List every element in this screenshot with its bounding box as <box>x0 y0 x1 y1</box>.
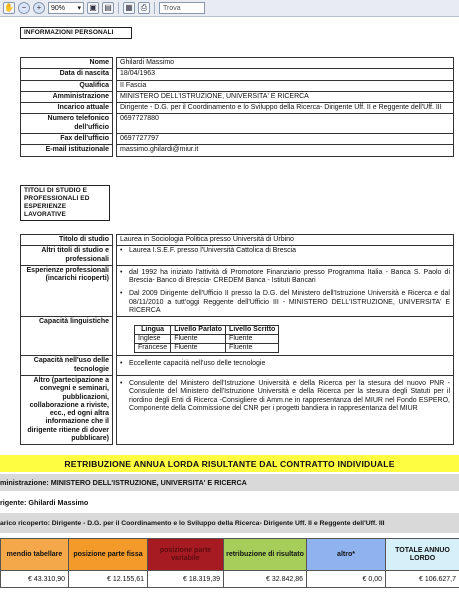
lingue-cell <box>117 317 454 356</box>
section-header-personal <box>20 27 132 39</box>
save-icon[interactable]: ▦ <box>123 2 135 14</box>
personal-value: 0697727880 <box>117 114 454 134</box>
esperienze-cell <box>117 265 454 316</box>
amministrazione-row <box>0 474 459 491</box>
altri-titoli-cell <box>117 246 454 266</box>
personal-label: Qualifica <box>21 80 113 91</box>
personal-info-table <box>20 57 454 157</box>
chevron-down-icon: ▾ <box>77 5 81 12</box>
languages-table <box>134 325 279 353</box>
section-header-text: TITOLI DI STUDIO E PROFESSIONALI ED ESPERIENZE LAVORATIVE <box>24 187 90 218</box>
titolo-value: Laurea in Sociologia Politica presso Università di Urbino <box>117 235 454 246</box>
altri-titoli-label: Altri titoli di studio e professionali <box>21 246 113 266</box>
zoom-select[interactable] <box>48 2 84 14</box>
language-cell: Fluente <box>171 344 226 353</box>
row-esperienze <box>21 265 454 316</box>
hand-tool-icon[interactable]: ✋ <box>4 3 14 12</box>
bullet-icon: • <box>120 379 123 387</box>
personal-value: 18/04/1963 <box>117 69 454 80</box>
bullet-icon: • <box>120 268 123 276</box>
personal-value: MINISTERO DELL'ISTRUZIONE, UNIVERSITA' E RICERCA <box>117 91 454 102</box>
compensation-table <box>0 538 459 588</box>
esperienze-item-2: Dal 2009 Dirigente dell'Ufficio II presso la D.G. del Ministero dell'Istruzione Università e Ricerca e dal 08/11/2010 a tutt'oggi Reggente dell'Ufficio III - MINISTERO DELL'ISTRUZIONE, UNIVERSITA' E RICERCA <box>129 290 450 315</box>
toolbar-divider <box>154 2 155 14</box>
personal-label: Data di nascita <box>21 69 113 80</box>
bullet-icon: • <box>120 290 123 298</box>
dirigente-row <box>0 494 459 510</box>
personal-row <box>21 145 454 156</box>
incarico-row <box>0 513 459 533</box>
zoom-in-icon[interactable]: + <box>33 2 45 14</box>
language-cell: Fluente <box>171 335 226 344</box>
altro-cell <box>117 375 454 444</box>
fit-page-icon[interactable]: ▣ <box>87 2 99 14</box>
language-header: Lingua <box>135 326 171 335</box>
language-cell: Fluente <box>226 344 279 353</box>
personal-row <box>21 103 454 114</box>
personal-row <box>21 134 454 145</box>
dirigente-text: rigente: Ghilardi Massimo <box>0 497 89 507</box>
compensation-value: € 106.627,7 <box>386 571 459 588</box>
find-input[interactable] <box>159 2 205 14</box>
compensation-header: altro* <box>307 539 386 571</box>
compensation-value: € 18.319,39 <box>148 571 224 588</box>
personal-value: 0697727797 <box>117 134 454 145</box>
compensation-header: retribuzione di risultato <box>224 539 307 571</box>
personal-row <box>21 58 454 69</box>
compensation-value: € 0,00 <box>307 571 386 588</box>
personal-label: Numero telefonico dell'ufficio <box>21 114 113 134</box>
retribuzione-title <box>0 455 459 472</box>
compensation-header: posizione parte fissa <box>69 539 148 571</box>
language-header: Livello Scritto <box>226 326 279 335</box>
personal-value: II Fascia <box>117 80 454 91</box>
zoom-value: 90% <box>51 4 66 12</box>
language-cell: Inglese <box>135 335 171 344</box>
fit-width-icon[interactable]: ▤ <box>102 2 114 14</box>
retribuzione-title-text: RETRIBUZIONE ANNUA LORDA RISULTANTE DAL CONTRATTO INDIVIDUALE <box>64 458 395 469</box>
personal-row <box>21 80 454 91</box>
personal-label: Fax dell'ufficio <box>21 134 113 145</box>
personal-value: massimo.ghilardi@miur.it <box>117 145 454 156</box>
lingue-label: Capacità linguistiche <box>21 317 113 356</box>
row-lingue <box>21 317 454 356</box>
zoom-out-icon[interactable]: − <box>18 2 30 14</box>
row-tecnologie <box>21 356 454 376</box>
personal-label: Amministrazione <box>21 91 113 102</box>
compensation-header: posizione parte variabile <box>148 539 224 571</box>
titolo-label: Titolo di studio <box>21 235 113 246</box>
personal-value: Dirigente - D.G. per il Coordinamento e lo Sviluppo della Ricerca- Dirigente Uff. II e Reggente dell'Uff. III <box>117 103 454 114</box>
print-icon[interactable]: ⎙ <box>138 2 150 14</box>
incarico-text: arico ricoperto: Dirigente - D.G. per il Coordinamento e lo Sviluppo della Ricerca- Dirigente Uff. II e Reggente dell'Uff. III <box>0 519 385 527</box>
row-titolo <box>21 235 454 246</box>
esperienze-item-1: dal 1992 ha iniziato l'attività di Promotore Finanziario presso Programma Italia - Banca S. Paolo di Brescia- Banco di Brescia- CREDEM Banca - Istituti Bancari <box>129 268 450 285</box>
personal-row <box>21 69 454 80</box>
bullet-icon: • <box>120 247 123 255</box>
personal-row <box>21 91 454 102</box>
personal-label: E-mail istituzionale <box>21 145 113 156</box>
language-row <box>135 344 279 353</box>
toolbar-divider <box>118 2 119 14</box>
compensation-value: € 43.310,90 <box>1 571 69 588</box>
compensation-value: € 12.155,61 <box>69 571 148 588</box>
tecnologie-cell <box>117 356 454 376</box>
viewer-toolbar <box>0 0 459 17</box>
personal-label: Nome <box>21 58 113 69</box>
language-cell: Fluente <box>226 335 279 344</box>
bullet-icon: • <box>120 360 123 368</box>
find-placeholder: Trova <box>163 4 181 12</box>
personal-row <box>21 114 454 134</box>
amministrazione-text: ministrazione: MINISTERO DELL'ISTRUZIONE, UNIVERSITA' E RICERCA <box>0 478 247 487</box>
row-altro <box>21 375 454 444</box>
personal-label: Incarico attuale <box>21 103 113 114</box>
tecnologie-label: Capacità nell'uso delle tecnologie <box>21 356 113 376</box>
language-cell: Francese <box>135 344 171 353</box>
personal-value: Ghilardi Massimo <box>117 58 454 69</box>
compensation-value: € 32.842,86 <box>224 571 307 588</box>
studies-table <box>20 234 454 445</box>
language-row <box>135 335 279 344</box>
row-altri-titoli <box>21 246 454 266</box>
altri-titoli-value: Laurea I.S.E.F. presso l'Università Cattolica di Brescia <box>129 247 297 255</box>
altro-value: Consulente del Ministero dell'Istruzione Università e della Ricerca per la stesura del nuovo PNR - Consulente del Ministero dell'Istruzione Università e della Ricerca per la stesura degli Statuti per il riordino degli Enti di Ricerca -Consigliere di Amm.ne in rappresentanza del MIUR nel Fondo ESPERO, Componente della Commissione del CNR per i progetti bandiera in rappresentanza del MIUR <box>129 379 450 412</box>
compensation-header: TOTALE ANNUO LORDO <box>386 539 459 571</box>
esperienze-label: Esperienze professionali (incarichi ricoperti) <box>21 265 113 316</box>
tecnologie-value: Eccellente capacità nell'uso delle tecnologie <box>129 360 266 368</box>
section-header-text: INFORMAZIONI PERSONALI <box>24 29 114 36</box>
altro-label: Altro (partecipazione a convegni e seminari, pubblicazioni, collaborazione a riviste, ecc., ed ogni altra informazione che il dirigente ritiene di dover pubblicare) <box>21 375 113 444</box>
compensation-header: mendio tabellare <box>1 539 69 571</box>
language-header: Livello Parlato <box>171 326 226 335</box>
section-header-studies <box>20 185 110 221</box>
